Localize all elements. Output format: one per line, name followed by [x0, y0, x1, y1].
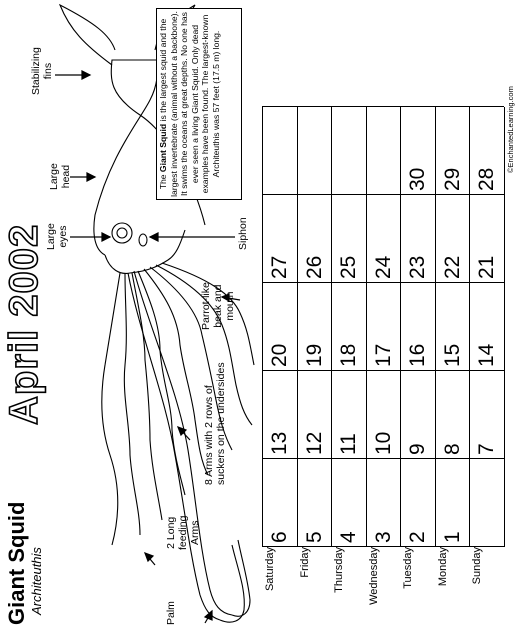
grid-line [435, 107, 436, 547]
grid-line [331, 107, 332, 547]
calendar-grid [262, 15, 504, 635]
calendar-day-cell: 21 [475, 255, 498, 279]
copyright-notice: ©EnchantedLearning.com [506, 86, 515, 173]
label-fins: Stabilizing fins [30, 47, 54, 95]
calendar-day-cell: 19 [302, 343, 326, 367]
calendar-day-cell: 2 [406, 531, 429, 543]
calendar-day-cell: 1 [440, 531, 464, 543]
grid-line [262, 370, 504, 371]
page-title: Giant Squid [4, 501, 29, 625]
grid-line [366, 107, 367, 547]
calendar-day-cell: 27 [268, 255, 291, 279]
calendar-day-cell: 14 [475, 343, 498, 367]
calendar-day-cell: 24 [371, 255, 395, 279]
calendar-day-cell: 7 [475, 443, 498, 455]
label-palm: Palm [165, 601, 177, 625]
calendar-day-cell: 11 [337, 433, 360, 455]
grid-line [262, 458, 504, 459]
grid-line [262, 546, 504, 547]
calendar-day-cell: 15 [440, 343, 464, 367]
label-eyes: Large eyes [45, 223, 69, 250]
calendar-day-cell: 22 [440, 255, 464, 279]
day-name-friday: Friday [298, 547, 311, 578]
grid-line [262, 194, 504, 195]
calendar-day-cell: 28 [475, 167, 498, 191]
month-year-title: April 2002 [2, 223, 46, 425]
calendar-day-cell: 20 [268, 343, 291, 367]
scientific-name: Architeuthis [29, 547, 44, 615]
info-box: The Giant Squid is the largest squid and the largest invertebrate (animal without a backbone). It swims the oceans at great depths. No one has ever seen a living Giant Squid. Only dead examples have been found. The largest-known Architeuthis was 57 feet (17.5 m) long. [156, 8, 242, 200]
calendar-day-cell: 4 [337, 531, 360, 543]
day-name-thursday: Thursday [333, 547, 345, 593]
day-name-wednesday: Wednesday [367, 547, 380, 605]
calendar-day-cell: 29 [440, 167, 464, 191]
calendar-day-cell: 18 [337, 343, 360, 367]
calendar-day-cell: 6 [268, 531, 291, 543]
calendar-day-cell: 26 [302, 255, 326, 279]
calendar-day-cell: 23 [406, 255, 429, 279]
day-name-sunday: Sunday [471, 547, 483, 585]
label-beak: Parrot-like beak and mouth [200, 282, 236, 330]
calendar-day-cell: 16 [406, 343, 429, 367]
day-name-tuesday: Tuesday [402, 547, 414, 589]
label-siphon: Siphon [237, 217, 249, 250]
grid-line [262, 106, 504, 107]
label-feeding-arms: 2 Long feeding Arms [165, 515, 201, 550]
calendar-day-cell: 17 [371, 343, 395, 367]
info-box-highlight: Giant Squid [158, 123, 168, 173]
label-arms: 8 Arms with 2 rows of suckers on the undersides [203, 362, 227, 485]
label-head: Large head [48, 163, 72, 190]
day-name-saturday: Saturday [264, 547, 276, 592]
calendar-day-cell: 9 [406, 443, 429, 455]
calendar-day-cell: 10 [371, 431, 395, 455]
calendar-day-cell: 13 [268, 431, 291, 455]
calendar-day-cell: 3 [371, 531, 395, 543]
grid-line [262, 282, 504, 283]
calendar-day-cell: 25 [337, 255, 360, 279]
calendar-day-cell: 30 [406, 167, 429, 191]
calendar-day-cell: 12 [302, 431, 326, 455]
day-name-monday: Monday [436, 547, 449, 587]
grid-line [297, 107, 298, 547]
grid-line [262, 107, 263, 547]
calendar-day-cell: 5 [302, 531, 326, 543]
calendar-day-cell: 8 [440, 443, 464, 455]
grid-line [400, 107, 401, 547]
grid-line [504, 107, 505, 547]
grid-line [469, 107, 470, 547]
